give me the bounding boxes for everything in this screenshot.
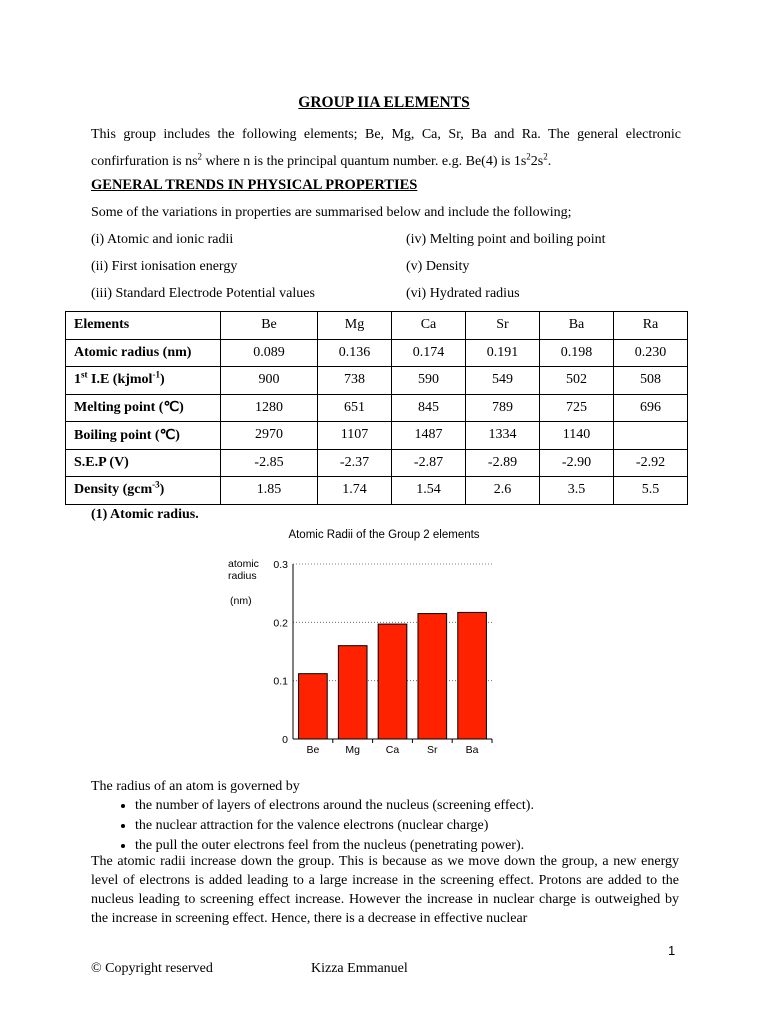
table-cell: 0.089 <box>221 339 318 367</box>
bar <box>418 614 447 739</box>
radius-intro: The radius of an atom is governed by <box>91 779 300 794</box>
subsection-heading: (1) Atomic radius. <box>91 507 199 522</box>
table-cell: 1.85 <box>221 477 318 505</box>
x-tick-label: Be <box>306 744 320 756</box>
y-tick-label: 0.1 <box>273 675 288 688</box>
property-item: (ii) First ionisation energy <box>91 259 238 274</box>
row-label: Melting point (℃) <box>66 394 221 422</box>
table-cell: -2.87 <box>392 449 466 477</box>
table-cell: 1334 <box>466 422 540 450</box>
list-item: • the nuclear attraction for the valence electrons (nuclear charge) <box>135 816 695 836</box>
bar <box>338 646 367 739</box>
table-row <box>66 422 688 450</box>
y-axis-unit: (nm) <box>230 595 252 607</box>
table-cell: 845 <box>392 394 466 422</box>
table-cell: 508 <box>614 367 688 395</box>
page-title: GROUP IIA ELEMENTS <box>298 94 470 111</box>
property-item: (iii) Standard Electrode Potential values <box>91 286 315 301</box>
table-cell <box>614 422 688 450</box>
table-cell: 696 <box>614 394 688 422</box>
table-cell: 1.74 <box>318 477 392 505</box>
y-axis-label-line: radius <box>228 570 257 582</box>
table-cell: 789 <box>466 394 540 422</box>
x-tick-label: Ca <box>385 744 400 756</box>
table-cell: 1140 <box>540 422 614 450</box>
table-cell: -2.85 <box>221 449 318 477</box>
table-row <box>66 367 688 395</box>
table-cell: 0.198 <box>540 339 614 367</box>
table-header-cell: Sr <box>466 312 540 340</box>
table-cell: 900 <box>221 367 318 395</box>
x-tick-label: Sr <box>427 744 438 756</box>
y-axis-label-line: atomic <box>228 558 259 570</box>
table-cell: 2970 <box>221 422 318 450</box>
table-cell: 0.191 <box>466 339 540 367</box>
x-tick-label: Mg <box>345 744 360 756</box>
y-tick-label: 0.3 <box>273 559 288 571</box>
table-header-cell: Ca <box>392 312 466 340</box>
table-row <box>66 339 688 367</box>
table-cell: 1107 <box>318 422 392 450</box>
intro-paragraph: This group includes the following elements; Be, Mg, Ca, Sr, Ba and Ra. The general electronic confirfuration is $ns^2$ where n is the principal quantum number. e.g. Be(4) is $1s^22s^2$. <box>91 127 681 169</box>
property-item: (vi) Hydrated radius <box>406 286 520 301</box>
bar <box>458 612 487 739</box>
table-header-cell: Ra <box>614 312 688 340</box>
table-cell: 1487 <box>392 422 466 450</box>
table-row <box>66 477 688 505</box>
chart-title: Atomic Radii of the Group 2 elements <box>288 529 480 541</box>
x-tick-label: Ba <box>465 744 479 756</box>
row-label: Atomic radius (nm) <box>66 339 221 367</box>
table-cell: 1.54 <box>392 477 466 505</box>
footer-author: Kizza Emmanuel <box>311 961 408 976</box>
table-cell: 725 <box>540 394 614 422</box>
bar <box>378 624 407 739</box>
table-cell: 0.136 <box>318 339 392 367</box>
table-cell: 738 <box>318 367 392 395</box>
table-cell: 0.174 <box>392 339 466 367</box>
table-cell: -2.89 <box>466 449 540 477</box>
page-number: 1 <box>668 943 676 958</box>
table-cell: -2.92 <box>614 449 688 477</box>
table-header-cell: Mg <box>318 312 392 340</box>
table-cell: 3.5 <box>540 477 614 505</box>
bullet-list <box>91 796 695 856</box>
table-row <box>66 449 688 477</box>
bar <box>299 674 328 739</box>
y-tick-label: 0 <box>282 734 288 746</box>
table-header-row <box>66 312 688 340</box>
summary-line: Some of the variations in properties are summarised below and include the following; <box>91 205 572 220</box>
row-label: Boiling point (℃) <box>66 422 221 450</box>
row-label: S.E.P (V) <box>66 449 221 477</box>
bar-chart <box>250 548 510 760</box>
table-cell: -2.37 <box>318 449 392 477</box>
property-item: (v) Density <box>406 259 470 274</box>
table-header-cell: Elements <box>66 312 221 340</box>
row-label: 1st I.E (kjmol$^{-1}$) <box>66 367 221 395</box>
property-item: (iv) Melting point and boiling point <box>406 232 606 247</box>
section-heading: GENERAL TRENDS IN PHYSICAL PROPERTIES <box>91 177 418 193</box>
table-cell: 0.230 <box>614 339 688 367</box>
table-cell: 590 <box>392 367 466 395</box>
list-item: • the number of layers of electrons around the nucleus (screening effect). <box>135 796 695 816</box>
table-header-cell: Be <box>221 312 318 340</box>
table-cell: 2.6 <box>466 477 540 505</box>
table-cell: 549 <box>466 367 540 395</box>
body-paragraph: The atomic radii increase down the group. This is because as we move down the group, a new energy level of electrons is added leading to a large increase in the screening effect. Protons are added to the nucleus leading to screening effect increase. However the increase in nuclear charge is outweighed by the increase in screening effect. Hence, there is a decrease in effective nuclear <box>91 854 679 926</box>
table-row <box>66 394 688 422</box>
table-cell: 5.5 <box>614 477 688 505</box>
table-cell: 651 <box>318 394 392 422</box>
table-cell: 1280 <box>221 394 318 422</box>
y-tick-label: 0.2 <box>273 617 288 630</box>
property-item: (i) Atomic and ionic radii <box>91 232 234 247</box>
table-cell: -2.90 <box>540 449 614 477</box>
table-header-cell: Ba <box>540 312 614 340</box>
table-cell: 502 <box>540 367 614 395</box>
list-item: • the pull the outer electrons feel from the nucleus (penetrating power). <box>135 836 695 856</box>
footer-copyright: © Copyright reserved <box>91 961 213 976</box>
properties-table <box>65 311 688 505</box>
row-label: Density (gcm$^{-3}$) <box>66 477 221 505</box>
